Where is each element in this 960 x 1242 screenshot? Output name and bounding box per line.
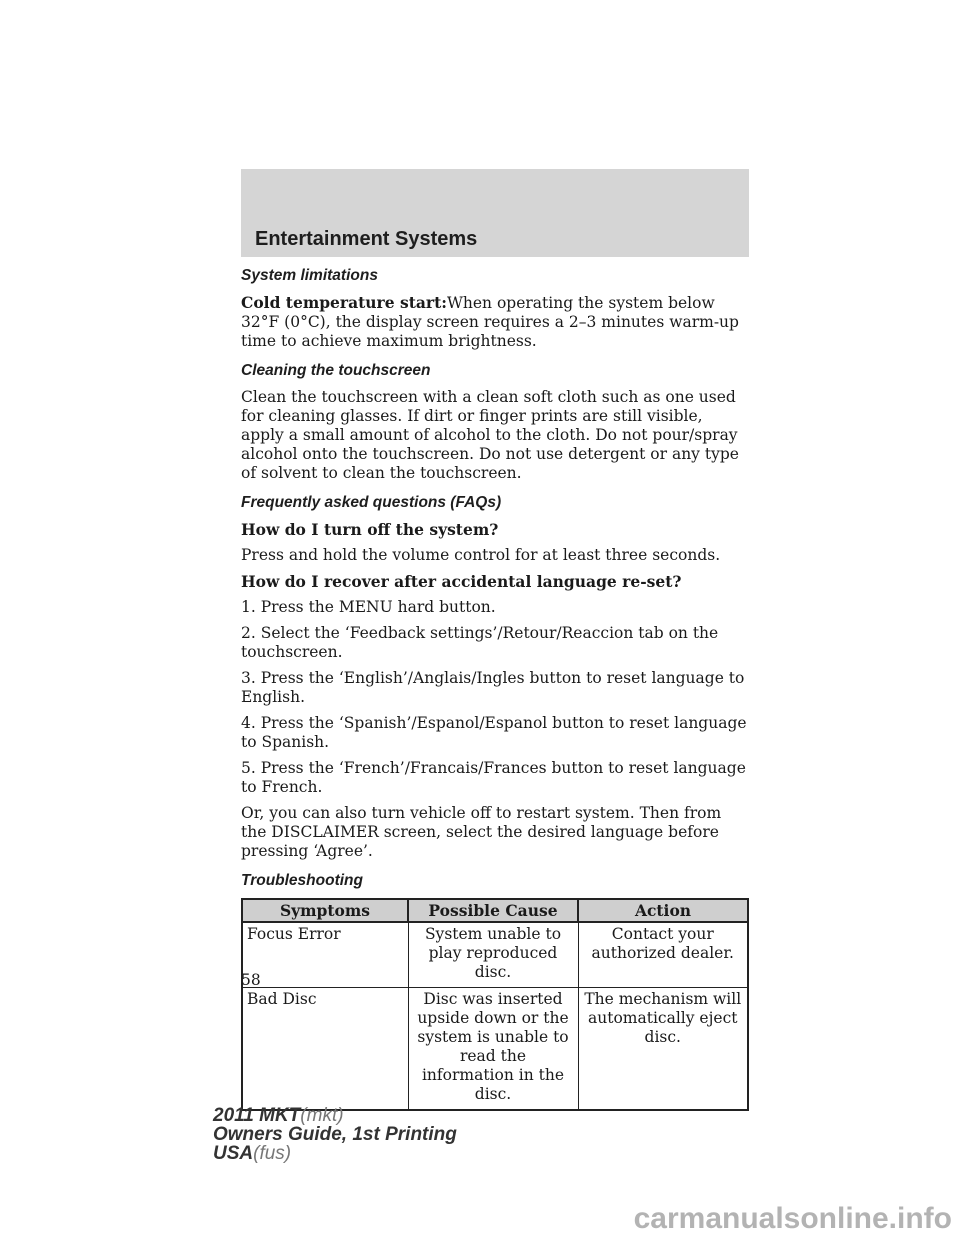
faq-closing: Or, you can also turn vehicle off to restart system. Then from the DISCLAIMER screen, select the desired language before pressing ‘Agree’. (241, 804, 722, 860)
table-row (242, 988, 748, 1111)
footer-market-code: (fus) (253, 1143, 292, 1164)
faq-step-4: 4. Press the ‘Spanish’/Espanol/Espanol button to reset language to Spanish. (241, 714, 747, 751)
heading-system-limitations: System limitations (241, 267, 378, 284)
table-header-row (242, 899, 748, 922)
table-cell-action: Contact your authorized dealer. (578, 922, 748, 988)
table-cell-cause: System unable to play reproduced disc. (408, 922, 578, 988)
faq-question-1: How do I turn off the system? (241, 520, 499, 539)
heading-cleaning: Cleaning the touchscreen (241, 362, 431, 379)
cold-start-text: When operating the system below 32°F (0°C), the display screen requires a 2–3 minutes warm-up time to achieve maximum brightness. (241, 294, 739, 350)
faq-question-2: How do I recover after accidental language re-set? (241, 572, 682, 591)
table-cell-symptom: Focus Error (242, 922, 408, 988)
table-cell-action: The mechanism will automatically eject disc. (578, 988, 748, 1111)
footer-model: 2011 MKT (213, 1105, 301, 1126)
troubleshooting-table (241, 898, 749, 1111)
page-content (241, 266, 749, 1111)
site-watermark: carmanualsonline.info (633, 1202, 952, 1235)
table-cell-cause: Disc was inserted upside down or the system is unable to read the information in the disc. (408, 988, 578, 1111)
heading-faq: Frequently asked questions (FAQs) (241, 494, 502, 511)
footer-model-code: (mkt) (300, 1105, 344, 1126)
section-title: Entertainment Systems (255, 228, 478, 250)
footer-edition: Owners Guide, 1st Printing (213, 1124, 457, 1145)
column-header-action: Action (578, 899, 748, 922)
cleaning-paragraph: Clean the touchscreen with a clean soft cloth such as one used for cleaning glasses. If dirt or finger prints are still visible, apply a small amount of alcohol to the cloth. Do not pour/spray alcohol onto the touchscreen. Do not use detergent or any type of solvent to clean the touchscreen. (241, 388, 739, 482)
column-header-cause: Possible Cause (408, 899, 578, 922)
faq-step-3: 3. Press the ‘English’/Anglais/Ingles button to reset language to English. (241, 669, 745, 706)
table-row (242, 922, 748, 988)
print-footer (213, 1106, 457, 1163)
table-cell-symptom: Bad Disc (242, 988, 408, 1111)
faq-step-2: 2. Select the ‘Feedback settings’/Retour/Reaccion tab on the touchscreen. (241, 624, 719, 661)
heading-troubleshooting: Troubleshooting (241, 872, 363, 889)
cold-start-label: Cold temperature start: (241, 293, 447, 312)
page-number: 58 (241, 971, 261, 989)
faq-answer-1: Press and hold the volume control for at least three seconds. (241, 546, 721, 564)
faq-step-5: 5. Press the ‘French’/Francais/Frances button to reset language to French. (241, 759, 746, 796)
cold-start-paragraph (241, 293, 749, 351)
section-header-bar (241, 169, 749, 257)
footer-market: USA (213, 1143, 254, 1164)
faq-step-1: 1. Press the MENU hard button. (241, 598, 496, 616)
column-header-symptoms: Symptoms (242, 899, 408, 922)
